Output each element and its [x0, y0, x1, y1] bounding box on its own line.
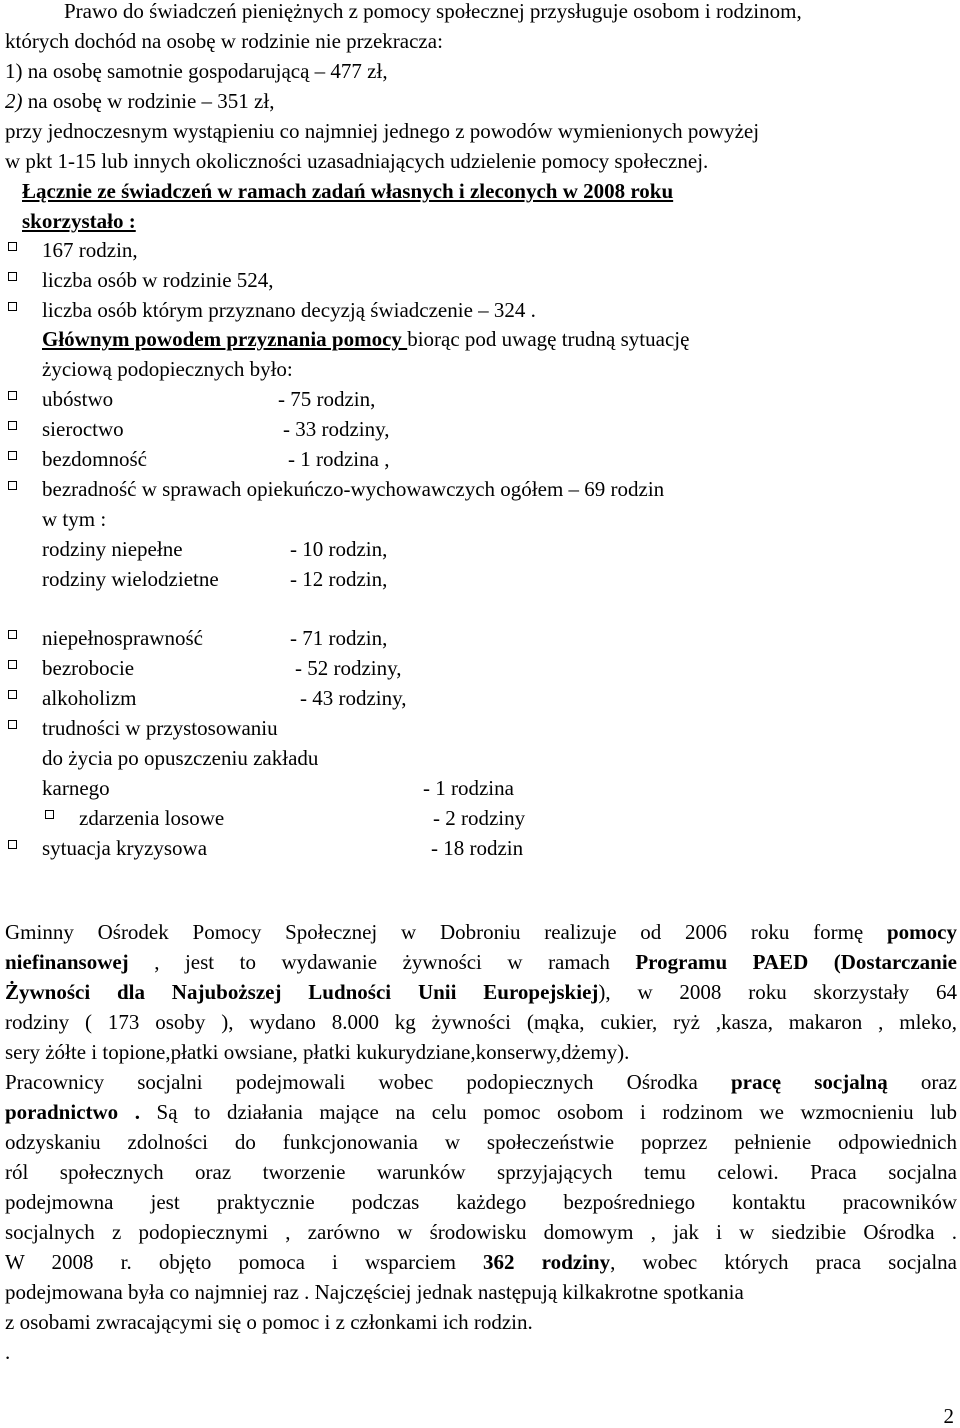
reason-label: bezdomność [42, 447, 147, 471]
intro-line-6: w pkt 1-15 lub innych okoliczności uzasadniających udzielenie pomocy społecznej. [5, 149, 709, 173]
reason-value: - 2 rodziny [433, 806, 526, 830]
paed-line-3 [5, 977, 957, 1007]
social-work-line-1 [5, 1067, 957, 1097]
social-work-bold: 362 rodziny [483, 1250, 611, 1274]
checkbox-bullet-icon [8, 690, 17, 699]
reason-value: - 18 rodzin [431, 836, 524, 860]
summary-item: 167 rodzin, [42, 238, 138, 262]
reasons-heading-rest: biorąc pod uwagę trudną sytuację [407, 327, 690, 351]
reason-value: - 1 rodzina , [288, 447, 390, 471]
paed-line-2 [5, 947, 957, 977]
paed-bold: Programu PAED [635, 950, 809, 974]
reason-subvalue: - 12 rodzin, [290, 567, 388, 591]
social-work-bold: poradnictwo . [5, 1100, 140, 1124]
paed-line-5: sery żółte i topione,płatki owsiane, płatki kukurydziane,konserwy,dżemy). [5, 1040, 630, 1064]
social-work-line-7 [5, 1247, 957, 1277]
paed-line-1 [5, 917, 957, 947]
social-work-line-10: . [5, 1340, 11, 1364]
reason-value: - 43 rodziny, [300, 686, 407, 710]
social-work-line-2 [5, 1097, 957, 1127]
page-number: 2 [943, 1404, 954, 1428]
checkbox-bullet-icon [8, 421, 17, 430]
checkbox-bullet-icon [8, 451, 17, 460]
intro-line-1: Prawo do świadczeń pieniężnych z pomocy społecznej przysługuje osobom i rodzinom, [64, 0, 802, 23]
reasons-heading [42, 324, 689, 354]
checkbox-bullet-icon [8, 840, 17, 849]
reason-sublabel: rodziny wielodzietne [42, 567, 219, 591]
reason-value: - 71 rodzin, [290, 626, 388, 650]
reason-label: bezrobocie [42, 656, 135, 680]
intro-item-2-text: na osobę w rodzinie – 351 zł, [22, 89, 275, 113]
intro-item-1: 1) na osobę samotnie gospodarującą – 477 zł, [5, 59, 388, 83]
reason-label: ubóstwo [42, 387, 114, 411]
reasons-heading-bold: Głównym powodem przyznania pomocy [42, 327, 408, 351]
social-work-bold: pracę socjalną [730, 1070, 888, 1094]
checkbox-bullet-icon [45, 810, 54, 819]
social-work-text: Pracownicy socjalni podejmowali wobec podopiecznych Ośrodka [5, 1070, 731, 1094]
paed-bold: (Dostarczanie [808, 950, 957, 974]
social-work-line-5: podejmowna jest praktycznie podczas każdego bezpośredniego kontaktu pracowników [5, 1190, 957, 1214]
reason-trudnosci-line-2: do życia po opuszczeniu zakładu [42, 746, 319, 770]
reason-label: sytuacja kryzysowa [42, 836, 208, 860]
summary-item: liczba osób którym przyznano decyzją świadczenie – 324 . [42, 298, 536, 322]
intro-line-5: przy jednoczesnym wystąpieniu co najmniej jednego z powodów wymienionych powyżej [5, 119, 760, 143]
reason-label: alkoholizm [42, 686, 137, 710]
reason-value: - 33 rodziny, [283, 417, 390, 441]
checkbox-bullet-icon [8, 481, 17, 490]
checkbox-bullet-icon [8, 242, 17, 251]
social-work-line-6: socjalnych z podopiecznymi , zarówno w środowisku domowym , jak i w siedzibie Ośrodka . [5, 1220, 957, 1244]
social-work-text: W 2008 r. objęto pomoca i wsparciem [5, 1250, 484, 1274]
reason-sublabel: rodziny niepełne [42, 537, 183, 561]
social-work-line-8: podejmowana była co najmniej raz . Najczęściej jednak następują kilkakrotne spotkania [5, 1280, 744, 1304]
intro-line-2: których dochód na osobę w rodzinie nie przekracza: [5, 29, 443, 53]
checkbox-bullet-icon [8, 391, 17, 400]
paed-text: , jest to wydawanie żywności w ramach [128, 950, 636, 974]
checkbox-bullet-icon [8, 272, 17, 281]
checkbox-bullet-icon [8, 720, 17, 729]
reason-w-tym: w tym : [42, 507, 107, 531]
summary-heading-line-1: Łącznie ze świadczeń w ramach zadań własnych i zleconych w 2008 roku [22, 179, 674, 203]
social-work-text: oraz [887, 1070, 957, 1094]
reason-value: - 52 rodziny, [295, 656, 402, 680]
summary-heading-line-2: skorzystało : [22, 209, 136, 233]
summary-item: liczba osób w rodzinie 524, [42, 268, 274, 292]
reason-value: - 75 rodzin, [278, 387, 376, 411]
reason-trudnosci-line-1: trudności w przystosowaniu [42, 716, 278, 740]
social-work-line-9: z osobami zwracającymi się o pomoc i z członkami ich rodzin. [5, 1310, 533, 1334]
reason-label: zdarzenia losowe [79, 806, 225, 830]
intro-item-2 [5, 86, 274, 116]
reason-trudnosci-line-3: karnego [42, 776, 110, 800]
social-work-line-3: odzyskaniu zdolności do funkcjonowania w społeczeństwie poprzez pełnienie odpowiednich [5, 1130, 957, 1154]
social-work-text: Są to działania mające na celu pomoc osobom i rodzinom we wzmocnieniu lub [139, 1100, 957, 1124]
paed-bold: Żywności dla Najuboższej Ludności Unii Europejskiej [5, 980, 599, 1004]
paed-bold: niefinansowej [5, 950, 129, 974]
checkbox-bullet-icon [8, 660, 17, 669]
intro-item-2-number: 2) [5, 89, 23, 113]
paed-text: Gminny Ośrodek Pomocy Społecznej w Dobroniu realizuje od 2006 roku formę [5, 920, 887, 944]
paed-text: ), w 2008 roku skorzystały 64 [598, 980, 957, 1004]
checkbox-bullet-icon [8, 630, 17, 639]
checkbox-bullet-icon [8, 302, 17, 311]
reasons-heading-line-2: życiową podopiecznych było: [42, 357, 293, 381]
reason-value: - 1 rodzina [423, 776, 514, 800]
social-work-text: , wobec których praca socjalna [610, 1250, 957, 1274]
reason-label: niepełnosprawność [42, 626, 203, 650]
reason-label: sieroctwo [42, 417, 124, 441]
social-work-line-4: ról społecznych oraz tworzenie warunków sprzyjających temu celowi. Praca socjalna [5, 1160, 957, 1184]
reason-subvalue: - 10 rodzin, [290, 537, 388, 561]
paed-bold: pomocy [887, 920, 957, 944]
paed-line-4: rodziny ( 173 osoby ), wydano 8.000 kg żywności (mąka, cukier, ryż ,kasza, makaron , mleko, [5, 1010, 957, 1034]
reason-bezradnosc: bezradność w sprawach opiekuńczo-wychowawczych ogółem – 69 rodzin [42, 477, 665, 501]
